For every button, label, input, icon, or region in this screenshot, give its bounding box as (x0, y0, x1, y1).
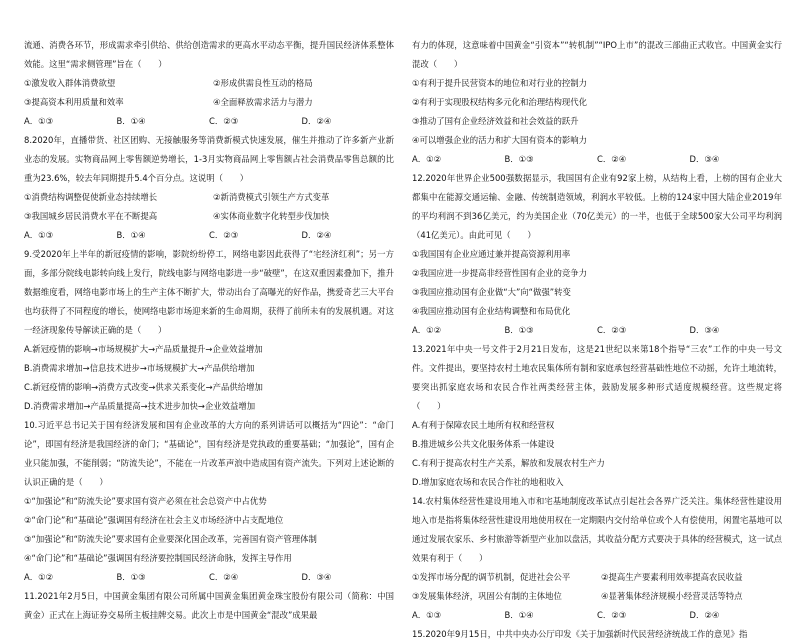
q14-answer-c[interactable]: C．②③ (597, 610, 627, 620)
q11-item-3: ③推动了国有企业经济效益和社会效益的跃升 (412, 116, 579, 126)
q14-answer-a[interactable]: A．①③ (412, 610, 442, 620)
q11-item-2: ②有利于实现股权结构多元化和治理结构现代化 (412, 97, 588, 107)
q10-item-1: ①“加强论”和“防流失论”要求国有资产必须在社会总资产中占优势 (24, 496, 267, 506)
q10-answer-a[interactable]: A．①② (24, 572, 54, 582)
q11-answer-d[interactable]: D．③④ (689, 154, 720, 164)
q8-items (24, 188, 394, 226)
q13-option-d[interactable]: D.增加家庭农场和农民合作社的地租收入 (412, 477, 564, 487)
q10-item-4: ④“命门论”和“基础论”强调国有经济要控制国民经济命脉，发挥主导作用 (24, 553, 292, 563)
q8-stem: 8.2020年，直播带货、社区团购、无接触服务等消费新模式快速发展，催生并推动了许多新产业新业态的发展。实物商品网上零售额逆势增长，1-3月实物商品网上零售额占社会消费品零售总额的比重为23.6%，较去年同期提升5.4个百分点。这说明（ ） (24, 135, 394, 183)
q10-answers (24, 568, 394, 587)
q9-option-a[interactable]: A.新冠疫情的影响→市场规模扩大→产品质量提升→企业效益增加 (24, 344, 263, 354)
q11-item-1: ①有利于提升民营资本的地位和对行业的控制力 (412, 78, 588, 88)
q11-answer-c[interactable]: C．②④ (597, 154, 627, 164)
q13-option-c[interactable]: C.有利于提高农村生产关系，解放和发展农村生产力 (412, 458, 605, 468)
q13-stem: 13.2021年中央一号文件于2月21日发布，这是21世纪以来第18个指导“三农”工作的中央一号文件。文件提出，要坚持农村土地农民集体所有制和家庭承包经营基础性地位不动摇，允许土地流转，要突出抓家庭农场和农民合作社两类经营主体，鼓励发展多种形式适度规模经营。这些规定将（ ） (412, 344, 782, 411)
q11-answer-b[interactable]: B．①③ (504, 154, 534, 164)
q9-option-d[interactable]: D.消费需求增加→产品质量提高→技术进步加快→企业效益增加 (24, 401, 256, 411)
right-column (412, 36, 782, 644)
q13-option-a[interactable]: A.有利于保障农民土地所有权和经营权 (412, 420, 555, 430)
q11-answers (412, 150, 782, 169)
q7-item-4: ④全面释放需求活力与潜力 (213, 97, 313, 107)
q7-item-2: ②形成供需良性互动的格局 (213, 78, 313, 88)
q12-item-1: ①我国国有企业应通过兼并提高资源利用率 (412, 249, 571, 259)
q14-item-3: ③发展集体经济，巩固公有制的主体地位 (412, 591, 562, 601)
q11-answer-a[interactable]: A．①② (412, 154, 442, 164)
q8-item-1: ①消费结构调整促使新业态持续增长 (24, 192, 158, 202)
q7-answers (24, 112, 394, 131)
q12-answers (412, 321, 782, 340)
q7-answer-d[interactable]: D．②④ (301, 116, 332, 126)
q8-item-2: ②新消费模式引领生产方式变革 (213, 192, 330, 202)
q11-stem: 11.2021年2月5日，中国黄金集团有限公司所属中国黄金集团黄金珠宝股份有限公司（简称：中国黄金）正式在上海证券交易所主板挂牌交易。此次上市是中国黄金“混改”成果最 (24, 591, 394, 620)
q12-answer-d[interactable]: D．③④ (689, 325, 720, 335)
q10-item-2: ②“命门论”和“基础论”强调国有经济在社会主义市场经济中占支配地位 (24, 515, 284, 525)
q8-item-3: ③我国城乡居民消费水平在不断提高 (24, 211, 158, 221)
q12-answer-b[interactable]: B．①③ (504, 325, 534, 335)
q11-tail: 有力的体现，这意味着中国黄金“引资本”“转机制”“IPO上市”的混改三部曲正式收官。中国黄金实行混改（ ） (412, 40, 782, 69)
q12-stem: 12.2020年世界企业500强数据显示，我国国有企业有92家上榜，从结构上看，上榜的国有企业大都集中在能源交通运输、金融、传统制造领域，利润水平较低。上榜的124家中国大陆企业2019年的平均利润不到36亿美元，约为美国企业（70亿美元）的一半，也低于全球500家大公司平均利润（41亿美元）。由此可见（ ） (412, 173, 782, 240)
q14-stem: 14.农村集体经营性建设用地入市和宅基地制度改革试点引起社会各界广泛关注。集体经营性建设用地入市是指将集体经营性建设用地使用权在一定期限内交付给单位或个人有偿使用，闲置宅基地可以通过发展农家乐、乡村旅游等新型产业加以盘活，其收益分配方式要决于具体的经营模式，这一试点效果有利于（ ） (412, 496, 782, 563)
q7-items (24, 74, 394, 112)
q9-option-b[interactable]: B.消费需求增加→信息技术进步→市场规模扩大→产品供给增加 (24, 363, 255, 373)
q14-answers (412, 606, 782, 625)
q7-item-1: ①激发收入群体消费欲望 (24, 78, 116, 88)
q15-stem: 15.2020年9月15日，中共中央办公厅印发《关于加强新时代民营经济统战工作的意见》指 (412, 629, 748, 639)
q10-answer-d[interactable]: D．③④ (301, 572, 332, 582)
q7-tail: 流通、消费各环节，形成需求牵引供给、供给创造需求的更高水平动态平衡，提升国民经济体系整体效能。这里“需求侧管理”旨在（ ） (24, 40, 394, 69)
q10-item-3: ③“加强论”和“防流失论”要求国有企业要深化国企改革，完善国有资产管理体制 (24, 534, 317, 544)
q8-item-4: ④实体商业数字化转型步伐加快 (213, 211, 330, 221)
q10-stem: 10.习近平总书记关于国有经济发展和国有企业改革的大方向的系列讲话可以概括为“四论”：“命门论”，即国有经济是我国经济的命门；“基础论”，国有经济是党执政的重要基础；“加强论”，国有企业只能加强，不能削弱；“防流失论”，不能在一片改革声浪中造成国有资产流失。下列对上述论断的认识正确的是（ ） (24, 420, 394, 487)
q12-answer-a[interactable]: A．①② (412, 325, 442, 335)
left-column (24, 36, 394, 625)
q12-answer-c[interactable]: C．②③ (597, 325, 627, 335)
q7-item-3: ③提高资本利用质量和效率 (24, 97, 124, 107)
q12-item-2: ②我国应进一步提高非经营性国有企业的竞争力 (412, 268, 588, 278)
q10-answer-c[interactable]: C．②④ (209, 572, 239, 582)
q14-item-4: ④显著集体经济规模小经营灵活等特点 (601, 591, 743, 601)
q8-answer-d[interactable]: D．②④ (301, 230, 332, 240)
q7-answer-b[interactable]: B．①④ (116, 116, 146, 126)
q14-item-1: ①发挥市场分配的调节机制，促进社会公平 (412, 572, 571, 582)
q9-stem: 9.受2020年上半年的新冠疫情的影响，影院纷纷停工，网络电影因此获得了“宅经济红利”；另一方面，多部分院线电影转向线上发行，院线电影与网络电影进一步“破壁”，在这双重因素叠加下，推升数据维度看，网络电影市场上的生产主体不断扩大，带动出台了高曝光的好作品，携爱奇艺三大平台也均获得了不同程度的增长，使网络电影市场迎来新的生命周期，获得了前所未有的发展机遇。对这一经济现象传导解读正确的是（ ） (24, 249, 394, 335)
q9-option-c[interactable]: C.新冠疫情的影响→消费方式改变→供求关系变化→产品供给增加 (24, 382, 263, 392)
q12-item-4: ④我国应推动国有企业结构调整和布局优化 (412, 306, 571, 316)
q14-answer-d[interactable]: D．②④ (689, 610, 720, 620)
q8-answers (24, 226, 394, 245)
q7-answer-c[interactable]: C．②③ (209, 116, 239, 126)
q14-item-2: ②提高生产要素利用效率提高农民收益 (601, 572, 743, 582)
q8-answer-b[interactable]: B．①④ (116, 230, 146, 240)
q7-answer-a[interactable]: A．①③ (24, 116, 54, 126)
q13-option-b[interactable]: B.推进城乡公共文化服务体系一体建设 (412, 439, 555, 449)
q8-answer-a[interactable]: A．①③ (24, 230, 54, 240)
q12-item-3: ③我国应推动国有企业做“大”向“做强”转变 (412, 287, 571, 297)
q10-answer-b[interactable]: B．①③ (116, 572, 146, 582)
q14-answer-b[interactable]: B．①④ (504, 610, 534, 620)
q14-items (412, 568, 782, 606)
q11-item-4: ④可以增强企业的活力和扩大国有资本的影响力 (412, 135, 588, 145)
q8-answer-c[interactable]: C．②③ (209, 230, 239, 240)
